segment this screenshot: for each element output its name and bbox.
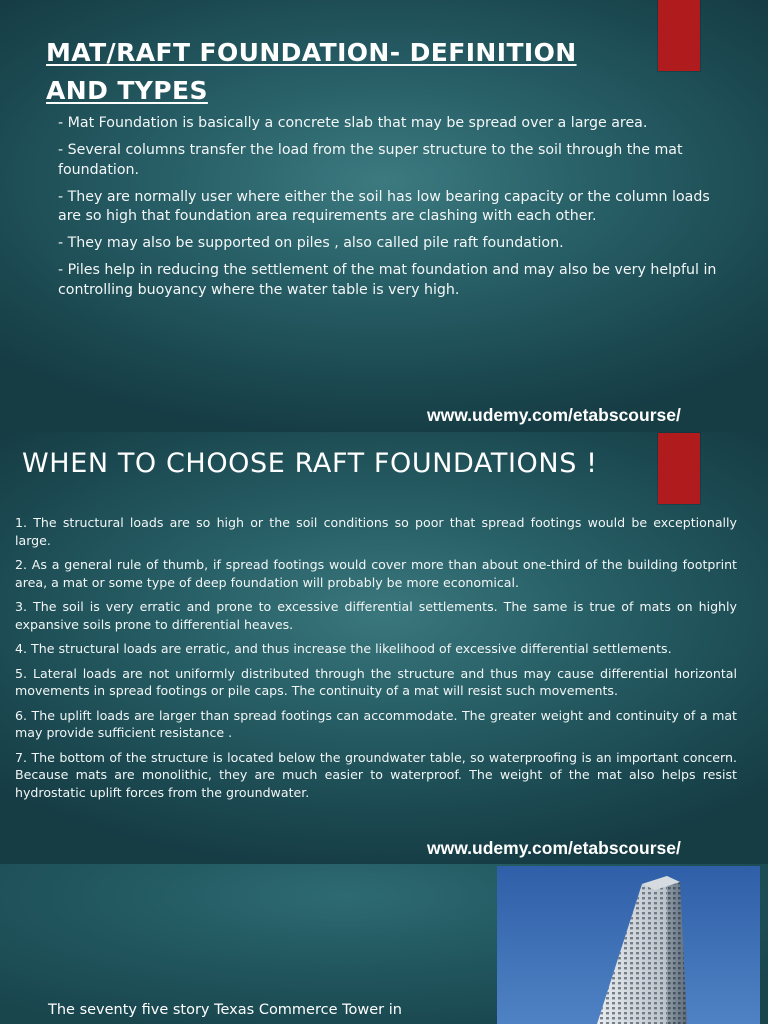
bullet-item: - They are normally user where either the soil has low bearing capacity or the column loads are so high that foundation area requirements are clashing with each other. [58,188,710,224]
bullet-item: - Piles help in reducing the settlement of the mat foundation and may also be very helpful in controlling buoyancy where the water table is very high. [58,262,717,298]
numbered-list [15,514,737,808]
list-item: 4. The structural loads are erratic, and thus increase the likelihood of excessive differential settlements. [15,641,672,656]
course-url[interactable]: www.udemy.com/etabscourse/ [427,838,681,858]
course-url[interactable]: www.udemy.com/etabscourse/ [427,405,681,425]
list-item: 2. As a general rule of thumb, if spread footings would cover more than about one-third of the building footprint area, a mat or some type of deep foundation will probably be more economical. [15,557,737,590]
bullet-item: - Several columns transfer the load from the super structure to the soil through the mat foundation. [58,142,683,178]
red-accent-bar [658,433,700,504]
slide-title: WHEN TO CHOOSE RAFT FOUNDATIONS ! [22,448,598,479]
slide-texas-tower [0,864,768,1024]
red-accent-bar [658,0,700,71]
list-item: 3. The soil is very erratic and prone to excessive differential settlements. The same is true of mats on highly expansive soils prone to differential heaves. [15,599,737,632]
list-item: 1. The structural loads are so high or the soil conditions so poor that spread footings would be exceptionally large. [15,515,737,548]
photo-caption: The seventy five story Texas Commerce Tower in [48,1002,402,1018]
bullet-item: - They may also be supported on piles , also called pile raft foundation. [58,235,564,251]
slide-definition [0,0,768,432]
list-item: 5. Lateral loads are not uniformly distributed through the structure and thus may cause differential horizontal movements in spread footings or pile caps. The continuity of a mat will resist such movements. [15,665,737,698]
slide-when-to-choose [0,432,768,864]
bullet-list [58,114,718,308]
list-item: 6. The uplift loads are larger than spread footings can accommodate. The greater weight and continuity of a mat may provide sufficient resistance . [15,707,737,740]
list-item: 7. The bottom of the structure is located below the groundwater table, so waterproofing is an important concern. Because mats are monolithic, they are much easier to waterproof. The weight of the mat also helps resist hydrostatic uplift forces from the groundwater. [15,749,737,800]
bullet-item: - Mat Foundation is basically a concrete slab that may be spread over a large area. [58,115,648,131]
slide-title: MAT/RAFT FOUNDATION- DEFINITION AND TYPES [46,38,577,105]
skyscraper-photo [497,866,760,1024]
